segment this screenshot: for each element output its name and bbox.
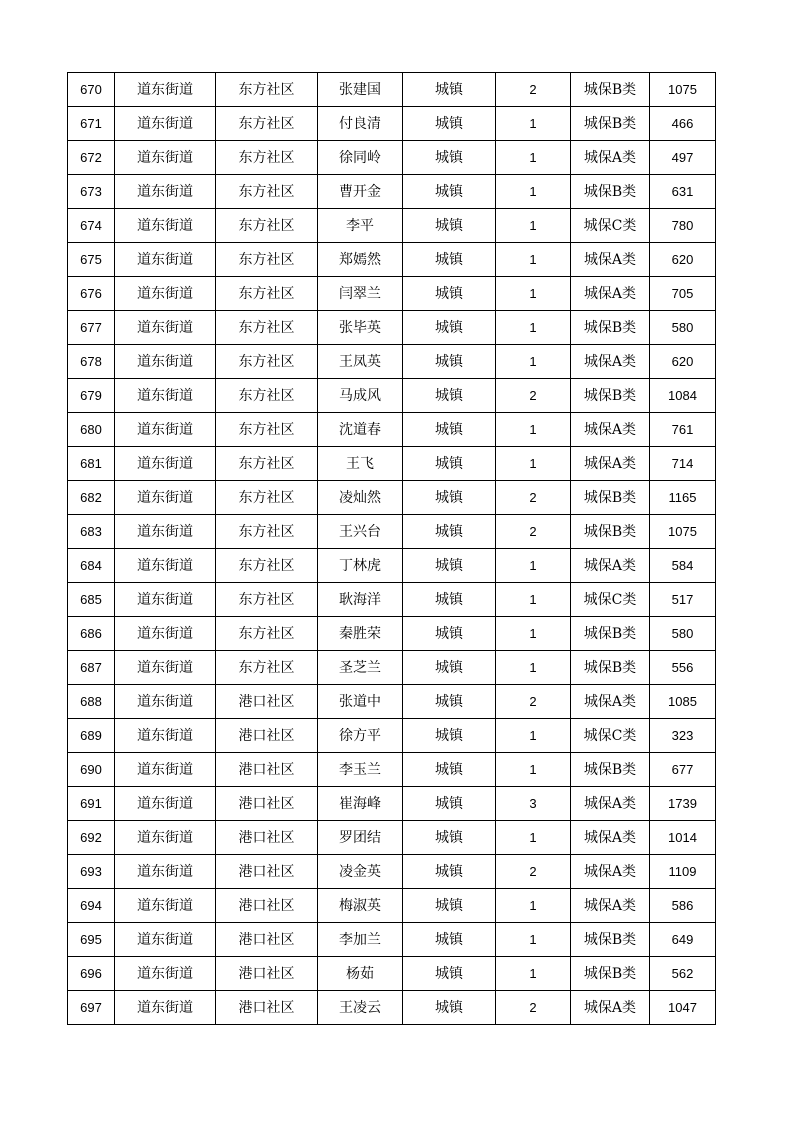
community-cell: 东方社区 [216,617,318,651]
name-cell: 秦胜荣 [318,617,403,651]
name-cell: 张道中 [318,685,403,719]
name-cell: 王飞 [318,447,403,481]
row-number-cell: 687 [68,651,115,685]
amount-cell: 677 [650,753,716,787]
household-size-cell: 1 [496,447,571,481]
community-cell: 东方社区 [216,73,318,107]
table-row [68,107,716,141]
row-number-cell: 679 [68,379,115,413]
household-size-cell: 2 [496,991,571,1025]
area-type-cell: 城镇 [403,685,496,719]
row-number-cell: 691 [68,787,115,821]
street-cell: 道东街道 [115,991,216,1025]
table-row [68,413,716,447]
street-cell: 道东街道 [115,311,216,345]
row-number-cell: 684 [68,549,115,583]
category-cell: 城保B类 [571,617,650,651]
row-number-cell: 681 [68,447,115,481]
name-cell: 张毕英 [318,311,403,345]
table-row [68,277,716,311]
table-row [68,345,716,379]
table-row [68,685,716,719]
amount-cell: 1075 [650,73,716,107]
street-cell: 道东街道 [115,379,216,413]
household-size-cell: 1 [496,549,571,583]
community-cell: 港口社区 [216,753,318,787]
row-number-cell: 693 [68,855,115,889]
community-cell: 东方社区 [216,175,318,209]
table-row [68,379,716,413]
household-size-cell: 1 [496,617,571,651]
street-cell: 道东街道 [115,957,216,991]
household-size-cell: 2 [496,481,571,515]
amount-cell: 1084 [650,379,716,413]
area-type-cell: 城镇 [403,617,496,651]
street-cell: 道东街道 [115,107,216,141]
table-row [68,209,716,243]
category-cell: 城保A类 [571,991,650,1025]
area-type-cell: 城镇 [403,413,496,447]
name-cell: 曹开金 [318,175,403,209]
community-cell: 东方社区 [216,481,318,515]
name-cell: 李加兰 [318,923,403,957]
street-cell: 道东街道 [115,855,216,889]
name-cell: 圣芝兰 [318,651,403,685]
amount-cell: 780 [650,209,716,243]
street-cell: 道东街道 [115,447,216,481]
amount-cell: 1014 [650,821,716,855]
street-cell: 道东街道 [115,277,216,311]
amount-cell: 705 [650,277,716,311]
area-type-cell: 城镇 [403,107,496,141]
community-cell: 东方社区 [216,515,318,549]
street-cell: 道东街道 [115,787,216,821]
area-type-cell: 城镇 [403,481,496,515]
table-row [68,719,716,753]
household-size-cell: 3 [496,787,571,821]
household-size-cell: 1 [496,889,571,923]
community-cell: 东方社区 [216,209,318,243]
table-row [68,583,716,617]
category-cell: 城保A类 [571,889,650,923]
name-cell: 耿海洋 [318,583,403,617]
row-number-cell: 697 [68,991,115,1025]
category-cell: 城保A类 [571,413,650,447]
street-cell: 道东街道 [115,583,216,617]
amount-cell: 1165 [650,481,716,515]
street-cell: 道东街道 [115,73,216,107]
area-type-cell: 城镇 [403,345,496,379]
amount-cell: 1075 [650,515,716,549]
area-type-cell: 城镇 [403,583,496,617]
row-number-cell: 695 [68,923,115,957]
name-cell: 张建国 [318,73,403,107]
row-number-cell: 694 [68,889,115,923]
household-size-cell: 1 [496,277,571,311]
category-cell: 城保B类 [571,515,650,549]
community-cell: 港口社区 [216,787,318,821]
table-row [68,821,716,855]
amount-cell: 586 [650,889,716,923]
category-cell: 城保A类 [571,141,650,175]
name-cell: 闫翠兰 [318,277,403,311]
row-number-cell: 676 [68,277,115,311]
amount-cell: 580 [650,311,716,345]
table-row [68,617,716,651]
amount-cell: 562 [650,957,716,991]
name-cell: 徐同岭 [318,141,403,175]
amount-cell: 497 [650,141,716,175]
street-cell: 道东街道 [115,753,216,787]
amount-cell: 556 [650,651,716,685]
name-cell: 付良清 [318,107,403,141]
community-cell: 港口社区 [216,685,318,719]
amount-cell: 620 [650,243,716,277]
name-cell: 崔海峰 [318,787,403,821]
amount-cell: 1109 [650,855,716,889]
row-number-cell: 692 [68,821,115,855]
area-type-cell: 城镇 [403,73,496,107]
name-cell: 沈道春 [318,413,403,447]
table-row [68,923,716,957]
category-cell: 城保A类 [571,685,650,719]
area-type-cell: 城镇 [403,651,496,685]
table-row [68,481,716,515]
category-cell: 城保B类 [571,753,650,787]
amount-cell: 1085 [650,685,716,719]
category-cell: 城保A类 [571,855,650,889]
category-cell: 城保C类 [571,719,650,753]
household-size-cell: 1 [496,243,571,277]
street-cell: 道东街道 [115,141,216,175]
street-cell: 道东街道 [115,617,216,651]
table-row [68,549,716,583]
amount-cell: 714 [650,447,716,481]
table-row [68,957,716,991]
community-cell: 东方社区 [216,583,318,617]
category-cell: 城保B类 [571,107,650,141]
household-size-cell: 1 [496,651,571,685]
street-cell: 道东街道 [115,719,216,753]
household-size-cell: 2 [496,515,571,549]
area-type-cell: 城镇 [403,753,496,787]
household-size-cell: 1 [496,311,571,345]
amount-cell: 1739 [650,787,716,821]
category-cell: 城保B类 [571,481,650,515]
row-number-cell: 671 [68,107,115,141]
street-cell: 道东街道 [115,923,216,957]
street-cell: 道东街道 [115,243,216,277]
area-type-cell: 城镇 [403,277,496,311]
amount-cell: 631 [650,175,716,209]
table-body [68,73,716,1025]
area-type-cell: 城镇 [403,379,496,413]
row-number-cell: 688 [68,685,115,719]
street-cell: 道东街道 [115,685,216,719]
community-cell: 东方社区 [216,379,318,413]
street-cell: 道东街道 [115,175,216,209]
amount-cell: 649 [650,923,716,957]
row-number-cell: 689 [68,719,115,753]
area-type-cell: 城镇 [403,243,496,277]
category-cell: 城保B类 [571,957,650,991]
street-cell: 道东街道 [115,821,216,855]
community-cell: 东方社区 [216,311,318,345]
category-cell: 城保A类 [571,447,650,481]
amount-cell: 620 [650,345,716,379]
row-number-cell: 674 [68,209,115,243]
row-number-cell: 672 [68,141,115,175]
table-row [68,243,716,277]
table-row [68,175,716,209]
table-row [68,753,716,787]
row-number-cell: 675 [68,243,115,277]
category-cell: 城保C类 [571,209,650,243]
street-cell: 道东街道 [115,549,216,583]
name-cell: 王兴台 [318,515,403,549]
household-size-cell: 1 [496,413,571,447]
amount-cell: 761 [650,413,716,447]
community-cell: 东方社区 [216,107,318,141]
row-number-cell: 696 [68,957,115,991]
street-cell: 道东街道 [115,413,216,447]
community-cell: 东方社区 [216,277,318,311]
table-row [68,141,716,175]
table-row [68,855,716,889]
table-row [68,787,716,821]
area-type-cell: 城镇 [403,889,496,923]
community-cell: 东方社区 [216,413,318,447]
household-size-cell: 2 [496,685,571,719]
community-cell: 东方社区 [216,651,318,685]
area-type-cell: 城镇 [403,787,496,821]
name-cell: 王凤英 [318,345,403,379]
area-type-cell: 城镇 [403,957,496,991]
household-size-cell: 1 [496,923,571,957]
category-cell: 城保A类 [571,243,650,277]
area-type-cell: 城镇 [403,209,496,243]
household-size-cell: 1 [496,107,571,141]
amount-cell: 517 [650,583,716,617]
table-row [68,311,716,345]
row-number-cell: 682 [68,481,115,515]
amount-cell: 580 [650,617,716,651]
household-size-cell: 1 [496,753,571,787]
household-size-cell: 1 [496,719,571,753]
area-type-cell: 城镇 [403,141,496,175]
household-size-cell: 2 [496,379,571,413]
community-cell: 东方社区 [216,345,318,379]
community-cell: 港口社区 [216,889,318,923]
name-cell: 王凌云 [318,991,403,1025]
street-cell: 道东街道 [115,515,216,549]
amount-cell: 466 [650,107,716,141]
area-type-cell: 城镇 [403,991,496,1025]
amount-cell: 584 [650,549,716,583]
row-number-cell: 685 [68,583,115,617]
name-cell: 梅淑英 [318,889,403,923]
row-number-cell: 690 [68,753,115,787]
name-cell: 马成风 [318,379,403,413]
street-cell: 道东街道 [115,345,216,379]
community-cell: 港口社区 [216,991,318,1025]
category-cell: 城保A类 [571,821,650,855]
community-cell: 港口社区 [216,719,318,753]
category-cell: 城保B类 [571,175,650,209]
community-cell: 港口社区 [216,855,318,889]
category-cell: 城保B类 [571,73,650,107]
amount-cell: 1047 [650,991,716,1025]
area-type-cell: 城镇 [403,175,496,209]
name-cell: 丁林虎 [318,549,403,583]
category-cell: 城保C类 [571,583,650,617]
household-size-cell: 1 [496,583,571,617]
household-size-cell: 1 [496,141,571,175]
household-size-cell: 1 [496,209,571,243]
row-number-cell: 677 [68,311,115,345]
community-cell: 港口社区 [216,821,318,855]
row-number-cell: 686 [68,617,115,651]
area-type-cell: 城镇 [403,447,496,481]
name-cell: 罗团结 [318,821,403,855]
name-cell: 徐方平 [318,719,403,753]
community-cell: 东方社区 [216,549,318,583]
community-cell: 港口社区 [216,923,318,957]
area-type-cell: 城镇 [403,923,496,957]
name-cell: 凌金英 [318,855,403,889]
category-cell: 城保B类 [571,379,650,413]
data-table [67,72,716,1025]
row-number-cell: 678 [68,345,115,379]
area-type-cell: 城镇 [403,515,496,549]
row-number-cell: 673 [68,175,115,209]
table-row [68,889,716,923]
street-cell: 道东街道 [115,481,216,515]
category-cell: 城保A类 [571,549,650,583]
area-type-cell: 城镇 [403,719,496,753]
row-number-cell: 683 [68,515,115,549]
street-cell: 道东街道 [115,889,216,923]
row-number-cell: 670 [68,73,115,107]
category-cell: 城保B类 [571,651,650,685]
household-size-cell: 1 [496,345,571,379]
household-size-cell: 1 [496,957,571,991]
street-cell: 道东街道 [115,209,216,243]
table-row [68,991,716,1025]
table-row [68,651,716,685]
area-type-cell: 城镇 [403,855,496,889]
community-cell: 东方社区 [216,243,318,277]
street-cell: 道东街道 [115,651,216,685]
name-cell: 凌灿然 [318,481,403,515]
category-cell: 城保B类 [571,923,650,957]
table-row [68,515,716,549]
area-type-cell: 城镇 [403,549,496,583]
name-cell: 郑嫣然 [318,243,403,277]
community-cell: 东方社区 [216,141,318,175]
area-type-cell: 城镇 [403,311,496,345]
community-cell: 东方社区 [216,447,318,481]
household-size-cell: 2 [496,73,571,107]
category-cell: 城保B类 [571,311,650,345]
category-cell: 城保A类 [571,345,650,379]
category-cell: 城保A类 [571,277,650,311]
name-cell: 李平 [318,209,403,243]
table-row [68,73,716,107]
name-cell: 杨茹 [318,957,403,991]
area-type-cell: 城镇 [403,821,496,855]
category-cell: 城保A类 [571,787,650,821]
household-size-cell: 1 [496,175,571,209]
name-cell: 李玉兰 [318,753,403,787]
household-size-cell: 2 [496,855,571,889]
household-size-cell: 1 [496,821,571,855]
table-row [68,447,716,481]
community-cell: 港口社区 [216,957,318,991]
amount-cell: 323 [650,719,716,753]
row-number-cell: 680 [68,413,115,447]
